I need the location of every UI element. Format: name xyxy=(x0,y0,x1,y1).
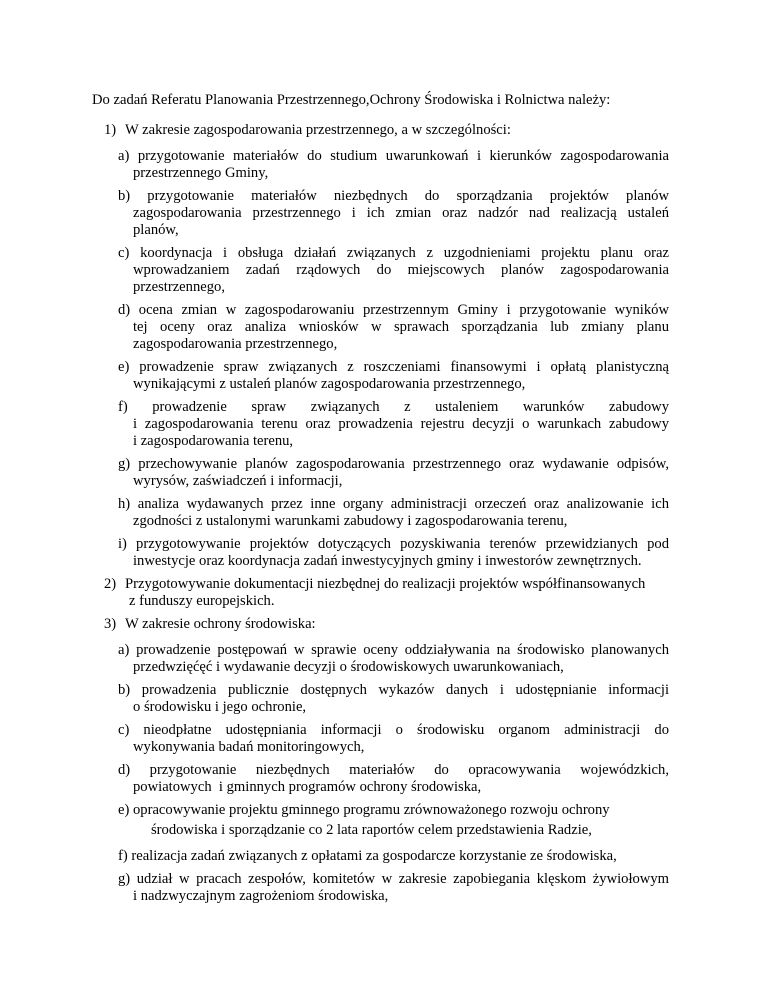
item-3d-line-1: d) przygotowanie niezbędnych materiałów do opracowywania wojewódzkich, xyxy=(118,762,669,778)
section-1-title: W zakresie zagospodarowania przestrzennego, a w szczególności: xyxy=(125,122,511,138)
item-3e-line-2: środowiska i sporządzanie co 2 lata raportów celem przedstawienia Radzie, xyxy=(151,822,592,838)
item-1i-line-2: inwestycje oraz koordynacja zadań inwestycyjnych gminy i inwestorów zewnętrznych. xyxy=(133,553,642,569)
section-1-number: 1) xyxy=(104,122,117,138)
item-1h-line-2: zgodności z ustalonymi warunkami zabudowy i zagospodarowania terenu, xyxy=(133,513,568,529)
section-2-title-cont: z funduszy europejskich. xyxy=(129,593,275,609)
item-3e-line-1: e) opracowywanie projektu gminnego programu zrównoważonego rozwoju ochrony xyxy=(118,802,610,818)
item-3b-line-1: b) prowadzenia publicznie dostępnych wykazów danych i udostępnianie informacji xyxy=(118,682,669,698)
section-2-title: Przygotowywanie dokumentacji niezbędnej do realizacji projektów współfinansowanych xyxy=(125,576,646,592)
item-1a-line-2: przestrzennego Gminy, xyxy=(133,165,269,181)
item-3f-line-1: f) realizacja zadań związanych z opłatami za gospodarcze korzystanie ze środowiska, xyxy=(118,848,617,864)
item-1b-line-3: planów, xyxy=(133,222,179,238)
item-1c-line-2: wprowadzaniem zadań rządowych do miejscowych planów zagospodarowania xyxy=(133,262,669,278)
section-2-number: 2) xyxy=(104,576,117,592)
item-1d-line-1: d) ocena zmian w zagospodarowaniu przestrzennym Gminy i przygotowanie wyników xyxy=(118,302,669,318)
item-1i-line-1: i) przygotowywanie projektów dotyczących pozyskiwania terenów przewidzianych pod xyxy=(118,536,669,552)
item-3g-line-1: g) udział w pracach zespołów, komitetów w zakresie zapobiegania klęskom żywiołowym xyxy=(118,871,669,887)
item-3d-line-2: powiatowych i gminnych programów ochrony środowiska, xyxy=(133,779,482,795)
item-1f-line-2: i zagospodarowania terenu oraz prowadzenia rejestru decyzji o warunkach zabudowy xyxy=(133,416,669,432)
section-3-title: W zakresie ochrony środowiska: xyxy=(125,616,316,632)
item-1c-line-1: c) koordynacja i obsługa działań związanych z uzgodnieniami projektu planu oraz xyxy=(118,245,669,261)
item-1b-line-2: zagospodarowania przestrzennego i ich zmian oraz nadzór nad realizacją ustaleń xyxy=(133,205,669,221)
item-1f-line-1: f) prowadzenie spraw związanych z ustaleniem warunków zabudowy xyxy=(118,399,669,415)
item-3a-line-1: a) prowadzenie postępowań w sprawie oceny oddziaływania na środowisko planowanych xyxy=(118,642,669,658)
item-3a-line-2: przedwzięćęć i wydawanie decyzji o środowiskowych uwarunkowaniach, xyxy=(133,659,564,675)
item-1h-line-1: h) analiza wydawanych przez inne organy administracji orzeczeń oraz analizowanie ich xyxy=(118,496,669,512)
item-1d-line-2: tej oceny oraz analiza wniosków w sprawach sporządzania lub zmiany planu xyxy=(133,319,669,335)
intro-heading: Do zadań Referatu Planowania Przestrzennego,Ochrony Środowiska i Rolnictwa należy: xyxy=(92,92,611,108)
item-1b-line-1: b) przygotowanie materiałów niezbędnych do sporządzania projektów planów xyxy=(118,188,669,204)
item-3b-line-2: o środowisku i jego ochronie, xyxy=(133,699,307,715)
item-1g-line-1: g) przechowywanie planów zagospodarowania przestrzennego oraz wydawanie odpisów, xyxy=(118,456,669,472)
item-1e-line-1: e) prowadzenie spraw związanych z roszczeniami finansowymi i opłatą planistyczną xyxy=(118,359,669,375)
item-1e-line-2: wynikającymi z ustaleń planów zagospodarowania przestrzennego, xyxy=(133,376,526,392)
item-1g-line-2: wyrysów, zaświadczeń i informacji, xyxy=(133,473,343,489)
item-1d-line-3: zagospodarowania przestrzennego, xyxy=(133,336,338,352)
section-3-number: 3) xyxy=(104,616,117,632)
item-3c-line-1: c) nieodpłatne udostępniania informacji o środowisku organom administracji do xyxy=(118,722,669,738)
item-1f-line-3: i zagospodarowania terenu, xyxy=(133,433,294,449)
item-3c-line-2: wykonywania badań monitoringowych, xyxy=(133,739,365,755)
item-3g-line-2: i nadzwyczajnym zagrożeniom środowiska, xyxy=(133,888,389,904)
item-1c-line-3: przestrzennego, xyxy=(133,279,225,295)
item-1a-line-1: a) przygotowanie materiałów do studium uwarunkowań i kierunków zagospodarowania xyxy=(118,148,669,164)
